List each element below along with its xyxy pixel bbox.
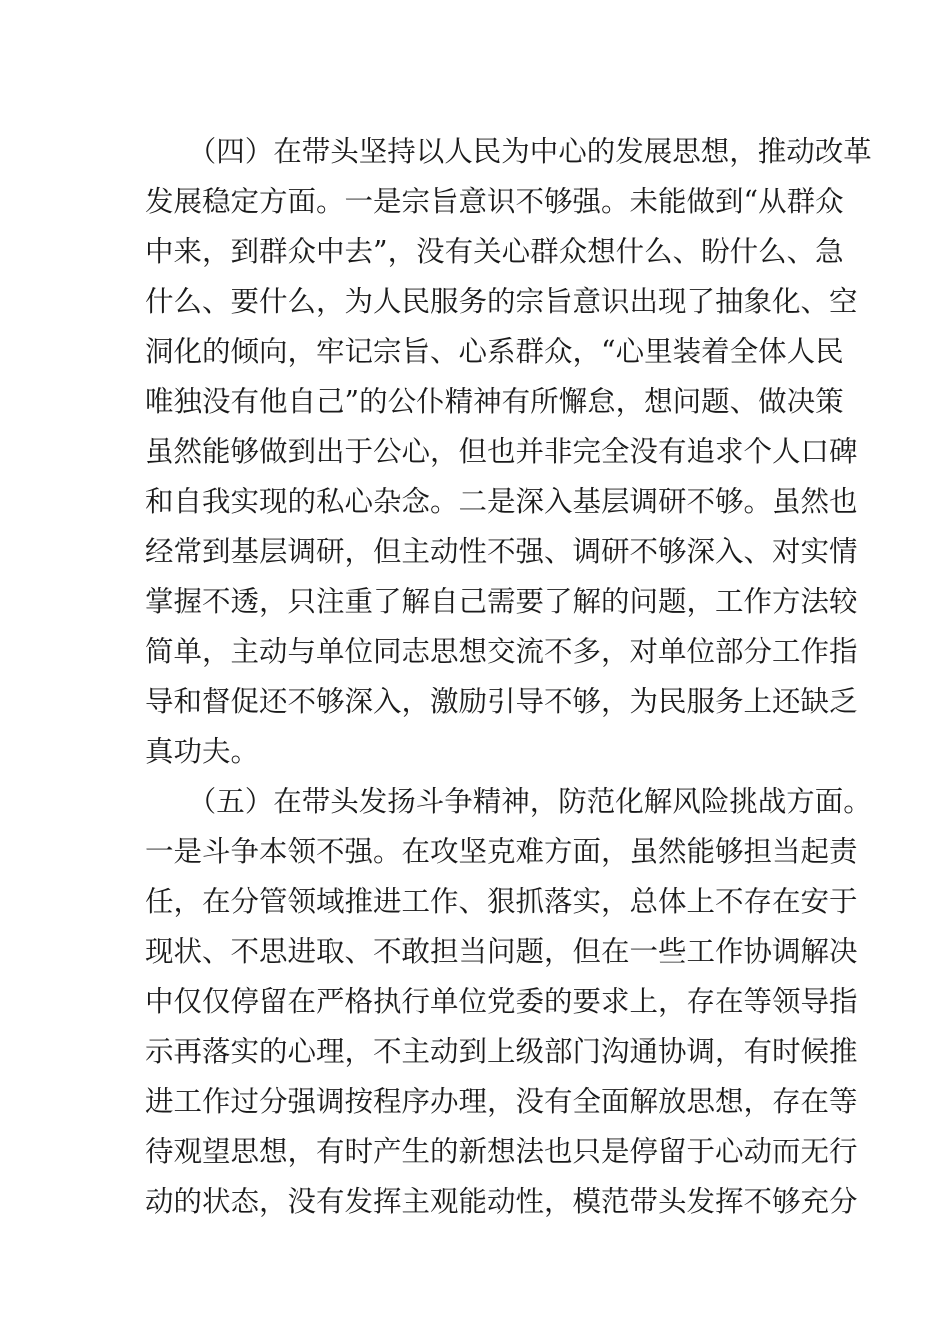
text-line: 进工作过分强调按程序办理，没有全面解放思想，存在等 — [145, 1085, 858, 1118]
text-line: 真功夫。 — [145, 735, 260, 768]
text-line: （五）在带头发扬斗争精神，防范化解风险挑战方面。 — [145, 785, 872, 818]
text-line: 洞化的倾向，牢记宗旨、心系群众，“心里装着全体人民 — [145, 335, 844, 368]
text-line: 动的状态，没有发挥主观能动性，模范带头发挥不够充分 — [145, 1185, 858, 1218]
text-line: 虽然能够做到出于公心，但也并非完全没有追求个人口碑 — [145, 435, 858, 468]
text-line: 中来，到群众中去”，没有关心群众想什么、盼什么、急 — [145, 235, 844, 268]
text-line: 待观望思想，有时产生的新想法也只是停留于心动而无行 — [145, 1135, 858, 1168]
text-line: 导和督促还不够深入，激励引导不够，为民服务上还缺乏 — [145, 685, 858, 718]
text-line: 唯独没有他自己”的公仆精神有所懈怠，想问题、做决策 — [145, 385, 844, 418]
text-line: 任，在分管领域推进工作、狠抓落实，总体上不存在安于 — [145, 885, 858, 918]
text-line: 和自我实现的私心杂念。二是深入基层调研不够。虽然也 — [145, 485, 858, 518]
text-line: 发展稳定方面。一是宗旨意识不够强。未能做到“从群众 — [145, 185, 844, 218]
text-line: 现状、不思进取、不敢担当问题，但在一些工作协调解决 — [145, 935, 858, 968]
text-line: （四）在带头坚持以人民为中心的发展思想，推动改革 — [145, 135, 872, 168]
text-line: 中仅仅停留在严格执行单位党委的要求上，存在等领导指 — [145, 985, 858, 1018]
text-line: 掌握不透，只注重了解自己需要了解的问题，工作方法较 — [145, 585, 858, 618]
text-line: 什么、要什么，为人民服务的宗旨意识出现了抽象化、空 — [145, 285, 858, 318]
text-line: 示再落实的心理，不主动到上级部门沟通协调，有时候推 — [145, 1035, 858, 1068]
text-line: 简单，主动与单位同志思想交流不多，对单位部分工作指 — [145, 635, 858, 668]
text-line: 经常到基层调研，但主动性不强、调研不够深入、对实情 — [145, 535, 858, 568]
body-text — [145, 127, 872, 1227]
text-line: 一是斗争本领不强。在攻坚克难方面，虽然能够担当起责 — [145, 835, 858, 868]
